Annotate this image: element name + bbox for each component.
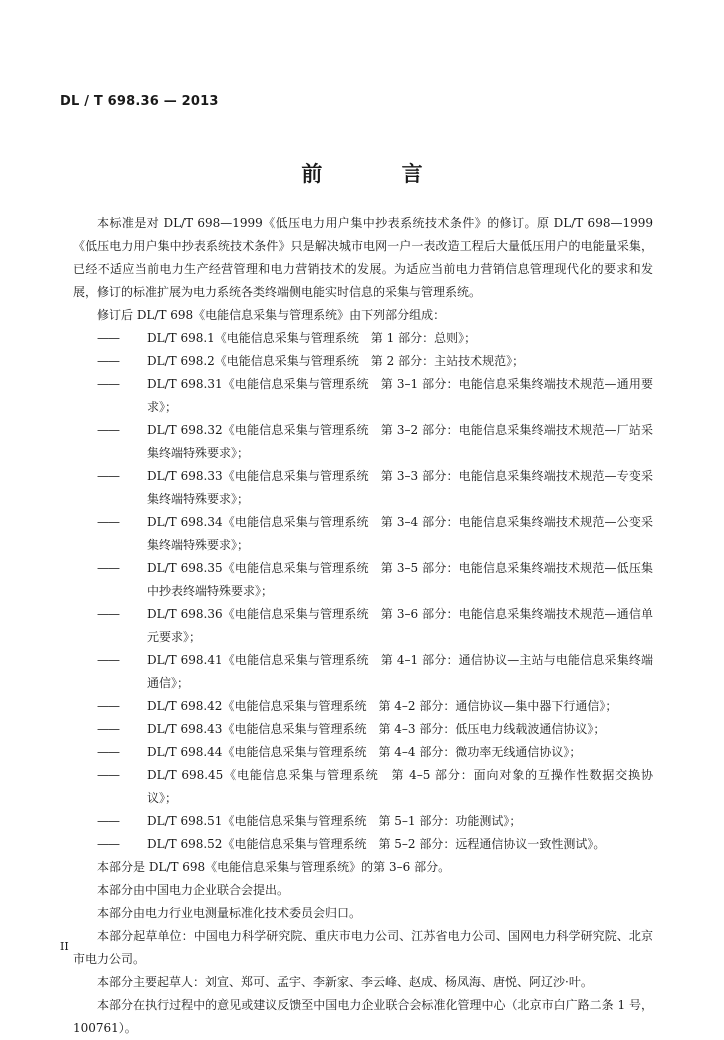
list-item-text: DL/T 698.41《电能信息采集与管理系统 第 4–1 部分：通信协议—主站与电能信息采集终端通信》； [147,653,653,690]
list-item [73,810,653,833]
part-statement: 本部分是 DL/T 698《电能信息采集与管理系统》的第 3–6 部分。 [97,860,451,874]
dash-marker: —— [97,814,119,828]
list-item [73,511,653,557]
dash-marker: —— [97,722,119,736]
intro-paragraph: 本标准是对 DL/T 698—1999《低压电力用户集中抄表系统技术条件》的修订。原 DL/T 698—1999《低压电力用户集中抄表系统技术条件》只是解决城市电网一户一表改造工程后大量低压用户的电能量采集，已经不适应当前电力生产经营管理和电力营销技术的发展。为适应当前电力营销信息管理现代化的要求和发展，修订的标准扩展为电力系统各类终端侧电能实时信息的采集与管理系统。 [73,216,653,299]
dash-marker: —— [97,561,119,575]
list-item-text: DL/T 698.51《电能信息采集与管理系统 第 5–1 部分：功能测试》； [147,814,522,828]
list-item-text: DL/T 698.31《电能信息采集与管理系统 第 3–1 部分：电能信息采集终端技术规范—通用要求》； [147,377,653,414]
list-item [73,833,653,856]
list-item [73,327,653,350]
dash-marker: —— [97,699,119,713]
list-item-text: DL/T 698.35《电能信息采集与管理系统 第 3–5 部分：电能信息采集终端技术规范—低压集中抄表终端特殊要求》； [147,561,653,598]
list-item [73,465,653,511]
dash-marker: —— [97,423,119,437]
list-item-text: DL/T 698.2《电能信息采集与管理系统 第 2 部分：主站技术规范》； [147,354,525,368]
list-item [73,649,653,695]
list-item [73,741,653,764]
dash-marker: —— [97,515,119,529]
dash-marker: —— [97,837,119,851]
list-item [73,603,653,649]
dash-marker: —— [97,607,119,621]
list-item [73,557,653,603]
list-item-text: DL/T 698.43《电能信息采集与管理系统 第 4–3 部分：低压电力线载波通信协议》； [147,722,606,736]
committee-statement: 本部分由电力行业电测量标准化技术委员会归口。 [97,906,362,920]
parts-list [73,327,653,856]
list-item [73,718,653,741]
list-item [73,695,653,718]
list-item [73,764,653,810]
dash-marker: —— [97,768,119,782]
page-title: 前 言 [301,161,459,186]
drafting-units: 本部分起草单位：中国电力科学研究院、重庆市电力公司、江苏省电力公司、国网电力科学研究院、北京市电力公司。 [73,929,653,966]
proposer-statement: 本部分由中国电力企业联合会提出。 [97,883,290,897]
list-item-text: DL/T 698.44《电能信息采集与管理系统 第 4–4 部分：微功率无线通信协议》； [147,745,582,759]
list-item-text: DL/T 698.34《电能信息采集与管理系统 第 3–4 部分：电能信息采集终端技术规范—公变采集终端特殊要求》； [147,515,653,552]
list-item-text: DL/T 698.42《电能信息采集与管理系统 第 4–2 部分：通信协议—集中器下行通信》； [147,699,618,713]
page-number: II [60,940,69,953]
dash-marker: —— [97,745,119,759]
dash-marker: —— [97,331,119,345]
dash-marker: —— [97,354,119,368]
document-body [73,212,653,1040]
list-intro: 修订后 DL/T 698《电能信息采集与管理系统》由下列部分组成： [97,308,446,322]
standard-code: DL / T 698.36 — 2013 [60,94,219,109]
dash-marker: —— [97,377,119,391]
drafters: 本部分主要起草人：刘宣、郑可、孟宇、李新家、李云峰、赵成、杨凤海、唐悦、阿辽沙·叶。 [97,975,593,989]
list-item [73,350,653,373]
list-item-text: DL/T 698.52《电能信息采集与管理系统 第 5–2 部分：远程通信协议一致性测试》。 [147,837,606,851]
feedback-statement: 本部分在执行过程中的意见或建议反馈至中国电力企业联合会标准化管理中心（北京市白广路二条 1 号，100761）。 [73,998,653,1035]
list-item-text: DL/T 698.32《电能信息采集与管理系统 第 3–2 部分：电能信息采集终端技术规范—厂站采集终端特殊要求》； [147,423,653,460]
list-item [73,373,653,419]
dash-marker: —— [97,653,119,667]
list-item-text: DL/T 698.33《电能信息采集与管理系统 第 3–3 部分：电能信息采集终端技术规范—专变采集终端特殊要求》； [147,469,653,506]
list-item-text: DL/T 698.45《电能信息采集与管理系统 第 4–5 部分：面向对象的互操作性数据交换协议》； [147,768,653,805]
list-item-text: DL/T 698.36《电能信息采集与管理系统 第 3–6 部分：电能信息采集终端技术规范—通信单元要求》； [147,607,653,644]
list-item [73,419,653,465]
list-item-text: DL/T 698.1《电能信息采集与管理系统 第 1 部分：总则》； [147,331,477,345]
dash-marker: —— [97,469,119,483]
